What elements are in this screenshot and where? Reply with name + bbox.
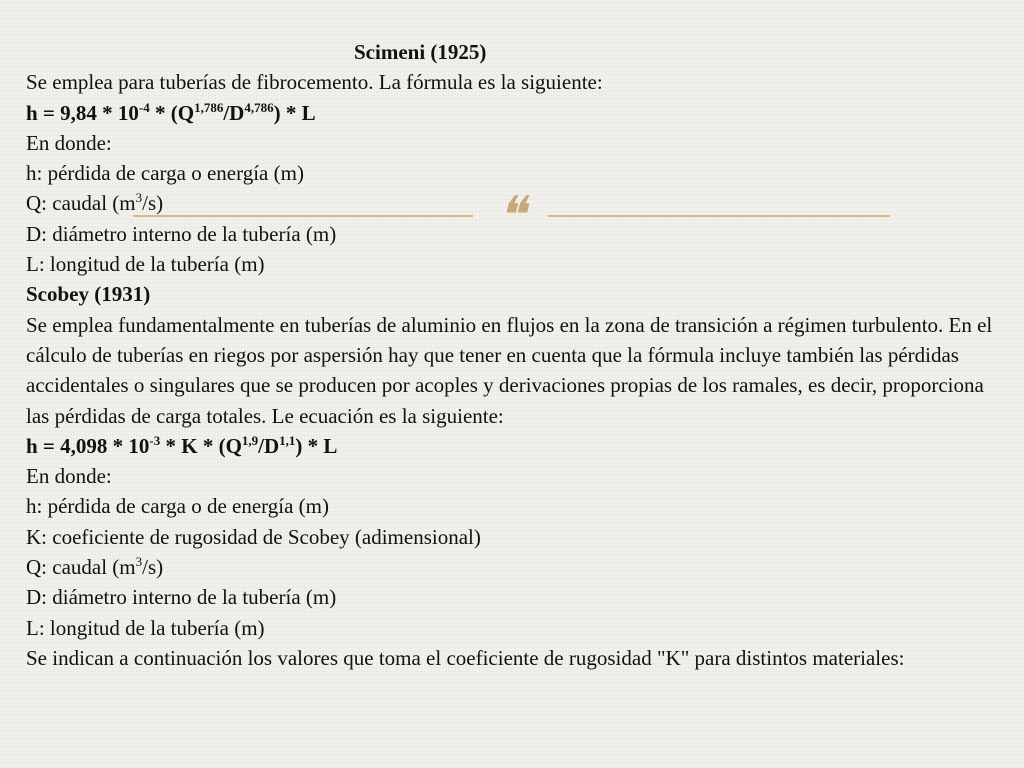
scobey-where: En donde:	[26, 464, 112, 489]
scimeni-def-h: h: pérdida de carga o energía (m)	[26, 161, 304, 186]
section-title-scobey: Scobey (1931)	[26, 282, 151, 307]
flourish-icon: ❝	[497, 186, 525, 246]
scimeni-where: En donde:	[26, 130, 112, 155]
formula-text: /D	[258, 433, 280, 458]
scobey-def-l: L: longitud de la tubería (m)	[26, 615, 265, 640]
formula-exponent: 1,1	[279, 432, 296, 448]
scobey-def-q	[26, 552, 1001, 582]
scobey-def-k: K: coeficiente de rugosidad de Scobey (adimensional)	[26, 524, 481, 549]
formula-exponent: 1,786	[194, 99, 224, 115]
def-exponent: 3	[135, 554, 143, 570]
def-text: /s)	[142, 555, 164, 580]
formula-text: * (Q	[149, 100, 195, 125]
scimeni-intro: Se emplea para tuberías de fibrocemento. La fórmula es la siguiente:	[26, 70, 603, 95]
formula-exponent: 4,786	[244, 99, 274, 115]
scobey-paragraph: Se emplea fundamentalmente en tuberías de aluminio en flujos en la zona de transición a régimen turbulento. En el cálculo de tuberías en riegos por aspersión hay que tener en cuenta que la fórmula incluye también las pérdidas accidentales o singulares que se producen por acoples y derivaciones propias de los ramales, es decir, proporciona las pérdidas de carga totales. Le ecuación es la siguiente:	[26, 312, 993, 428]
def-text: Q: caudal (m	[26, 191, 136, 216]
formula-exponent: 1,9	[241, 432, 259, 448]
scobey-closing: Se indican a continuación los valores que toma el coeficiente de rugosidad "K" para distintos materiales:	[26, 645, 905, 670]
formula-text: /D	[223, 100, 245, 125]
formula-exponent: -4	[138, 99, 150, 115]
scimeni-def-d: D: diámetro interno de la tubería (m)	[26, 221, 337, 246]
scimeni-def-l: L: longitud de la tubería (m)	[26, 252, 265, 277]
scimeni-def-q	[26, 188, 1001, 218]
formula-text: h = 9,84 * 10	[26, 100, 139, 125]
formula-text: * K * (Q	[160, 433, 242, 458]
scobey-def-d: D: diámetro interno de la tubería (m)	[26, 585, 337, 610]
scobey-def-h: h: pérdida de carga o de energía (m)	[26, 494, 330, 519]
formula-text: ) * L	[295, 433, 338, 458]
def-exponent: 3	[135, 190, 143, 206]
formula-exponent: -3	[149, 432, 161, 448]
slide-content	[26, 37, 1001, 673]
scobey-formula	[26, 431, 1001, 461]
def-text: /s)	[142, 191, 164, 216]
scimeni-formula	[26, 98, 1001, 128]
formula-text: ) * L	[273, 100, 316, 125]
def-text: Q: caudal (m	[26, 555, 136, 580]
formula-text: h = 4,098 * 10	[26, 433, 150, 458]
section-title-scimeni: Scimeni (1925)	[354, 40, 487, 64]
